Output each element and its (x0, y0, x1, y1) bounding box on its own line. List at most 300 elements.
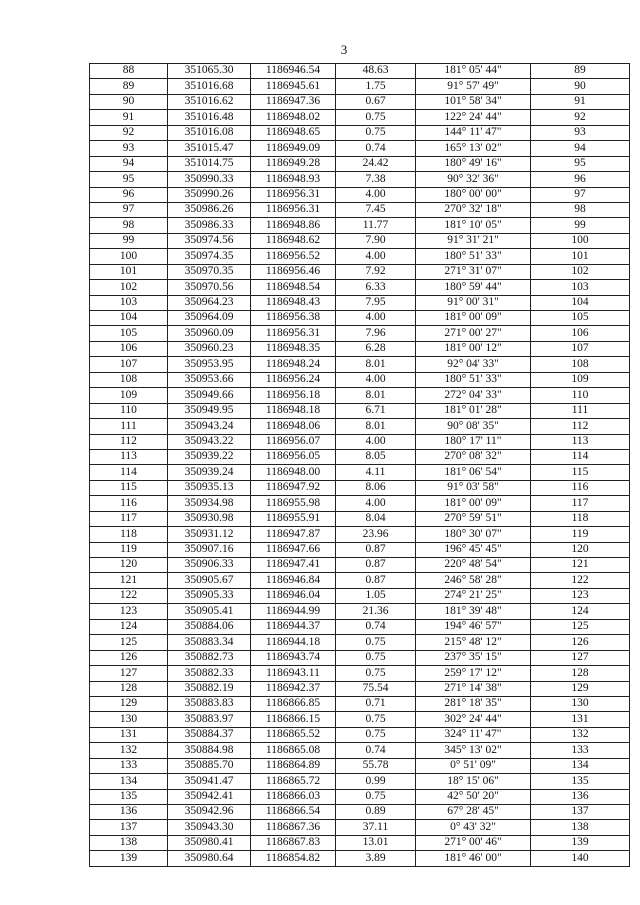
x-coordinate-cell: 351016.68 (168, 79, 251, 94)
y-coordinate-cell: 1186956.31 (251, 187, 336, 202)
table-row (90, 403, 630, 418)
table-row (90, 141, 630, 156)
distance-cell: 48.63 (336, 64, 416, 79)
next-point-cell: 95 (531, 156, 630, 171)
x-coordinate-cell: 350980.64 (168, 851, 251, 866)
x-coordinate-cell: 351015.47 (168, 141, 251, 156)
direction-angle-cell: 271° 00' 27" (416, 326, 531, 341)
table-row (90, 558, 630, 573)
x-coordinate-cell: 350986.26 (168, 202, 251, 217)
direction-angle-cell: 180° 30' 07" (416, 527, 531, 542)
point-number-cell: 120 (90, 558, 168, 573)
next-point-cell: 114 (531, 449, 630, 464)
next-point-cell: 135 (531, 774, 630, 789)
x-coordinate-cell: 351016.48 (168, 110, 251, 125)
distance-cell: 0.87 (336, 573, 416, 588)
distance-cell: 0.74 (336, 743, 416, 758)
table-row (90, 218, 630, 233)
distance-cell: 0.87 (336, 542, 416, 557)
distance-cell: 8.01 (336, 357, 416, 372)
next-point-cell: 92 (531, 110, 630, 125)
distance-cell: 0.75 (336, 110, 416, 125)
direction-angle-cell: 90° 08' 35" (416, 419, 531, 434)
direction-angle-cell: 259° 17' 12" (416, 666, 531, 681)
distance-cell: 6.28 (336, 341, 416, 356)
y-coordinate-cell: 1186948.54 (251, 280, 336, 295)
distance-cell: 1.05 (336, 588, 416, 603)
table-row (90, 681, 630, 696)
distance-cell: 0.71 (336, 696, 416, 711)
y-coordinate-cell: 1186948.06 (251, 419, 336, 434)
page-number: 3 (340, 42, 348, 57)
x-coordinate-cell: 350960.23 (168, 341, 251, 356)
table-row (90, 542, 630, 557)
table-row (90, 280, 630, 295)
distance-cell: 8.06 (336, 480, 416, 495)
y-coordinate-cell: 1186942.37 (251, 681, 336, 696)
table-row (90, 79, 630, 94)
x-coordinate-cell: 350883.97 (168, 712, 251, 727)
point-number-cell: 112 (90, 434, 168, 449)
direction-angle-cell: 181° 00' 09" (416, 311, 531, 326)
y-coordinate-cell: 1186956.07 (251, 434, 336, 449)
next-point-cell: 140 (531, 851, 630, 866)
point-number-cell: 97 (90, 202, 168, 217)
table-row (90, 588, 630, 603)
x-coordinate-cell: 350884.37 (168, 727, 251, 742)
point-number-cell: 100 (90, 249, 168, 264)
table-row (90, 619, 630, 634)
x-coordinate-cell: 350907.16 (168, 542, 251, 557)
direction-angle-cell: 0° 51' 09" (416, 758, 531, 773)
next-point-cell: 89 (531, 64, 630, 79)
point-number-cell: 138 (90, 835, 168, 850)
point-number-cell: 116 (90, 496, 168, 511)
direction-angle-cell: 271° 00' 46" (416, 835, 531, 850)
distance-cell: 75.54 (336, 681, 416, 696)
direction-angle-cell: 181° 39' 48" (416, 604, 531, 619)
y-coordinate-cell: 1186956.18 (251, 388, 336, 403)
direction-angle-cell: 271° 14' 38" (416, 681, 531, 696)
direction-angle-cell: 246° 58' 28" (416, 573, 531, 588)
point-number-cell: 94 (90, 156, 168, 171)
point-number-cell: 103 (90, 295, 168, 310)
point-number-cell: 131 (90, 727, 168, 742)
distance-cell: 4.00 (336, 249, 416, 264)
distance-cell: 8.05 (336, 449, 416, 464)
x-coordinate-cell: 350942.96 (168, 805, 251, 820)
next-point-cell: 113 (531, 434, 630, 449)
y-coordinate-cell: 1186865.08 (251, 743, 336, 758)
table-row (90, 311, 630, 326)
next-point-cell: 132 (531, 727, 630, 742)
point-number-cell: 91 (90, 110, 168, 125)
distance-cell: 4.00 (336, 434, 416, 449)
x-coordinate-cell: 350964.23 (168, 295, 251, 310)
distance-cell: 0.75 (336, 125, 416, 140)
point-number-cell: 121 (90, 573, 168, 588)
distance-cell: 55.78 (336, 758, 416, 773)
direction-angle-cell: 122° 24' 44" (416, 110, 531, 125)
distance-cell: 7.45 (336, 202, 416, 217)
table-row (90, 125, 630, 140)
direction-angle-cell: 194° 46' 57" (416, 619, 531, 634)
y-coordinate-cell: 1186949.09 (251, 141, 336, 156)
point-number-cell: 106 (90, 341, 168, 356)
next-point-cell: 125 (531, 619, 630, 634)
distance-cell: 0.74 (336, 141, 416, 156)
next-point-cell: 138 (531, 820, 630, 835)
direction-angle-cell: 90° 32' 36" (416, 172, 531, 187)
next-point-cell: 93 (531, 125, 630, 140)
direction-angle-cell: 180° 49' 16" (416, 156, 531, 171)
point-number-cell: 99 (90, 233, 168, 248)
table-row (90, 419, 630, 434)
direction-angle-cell: 270° 08' 32" (416, 449, 531, 464)
x-coordinate-cell: 350943.22 (168, 434, 251, 449)
distance-cell: 4.00 (336, 311, 416, 326)
distance-cell: 7.96 (336, 326, 416, 341)
table-row (90, 789, 630, 804)
table-row (90, 820, 630, 835)
direction-angle-cell: 180° 59' 44" (416, 280, 531, 295)
x-coordinate-cell: 350883.34 (168, 635, 251, 650)
y-coordinate-cell: 1186956.31 (251, 326, 336, 341)
x-coordinate-cell: 350884.06 (168, 619, 251, 634)
table-row (90, 496, 630, 511)
y-coordinate-cell: 1186854.82 (251, 851, 336, 866)
next-point-cell: 96 (531, 172, 630, 187)
y-coordinate-cell: 1186947.92 (251, 480, 336, 495)
y-coordinate-cell: 1186948.24 (251, 357, 336, 372)
distance-cell: 0.74 (336, 619, 416, 634)
table-row (90, 326, 630, 341)
y-coordinate-cell: 1186867.83 (251, 835, 336, 850)
point-number-cell: 139 (90, 851, 168, 866)
direction-angle-cell: 101° 58' 34" (416, 94, 531, 109)
point-number-cell: 108 (90, 372, 168, 387)
table-row (90, 388, 630, 403)
point-number-cell: 96 (90, 187, 168, 202)
point-number-cell: 123 (90, 604, 168, 619)
next-point-cell: 129 (531, 681, 630, 696)
table-row (90, 249, 630, 264)
table-row (90, 805, 630, 820)
point-number-cell: 95 (90, 172, 168, 187)
next-point-cell: 130 (531, 696, 630, 711)
distance-cell: 7.38 (336, 172, 416, 187)
next-point-cell: 131 (531, 712, 630, 727)
direction-angle-cell: 270° 59' 51" (416, 511, 531, 526)
x-coordinate-cell: 350882.33 (168, 666, 251, 681)
next-point-cell: 107 (531, 341, 630, 356)
x-coordinate-cell: 350986.33 (168, 218, 251, 233)
y-coordinate-cell: 1186948.93 (251, 172, 336, 187)
direction-angle-cell: 196° 45' 45" (416, 542, 531, 557)
next-point-cell: 91 (531, 94, 630, 109)
table-row (90, 527, 630, 542)
distance-cell: 0.75 (336, 635, 416, 650)
point-number-cell: 110 (90, 403, 168, 418)
y-coordinate-cell: 1186867.36 (251, 820, 336, 835)
x-coordinate-cell: 350905.33 (168, 588, 251, 603)
x-coordinate-cell: 350953.66 (168, 372, 251, 387)
table-row (90, 449, 630, 464)
x-coordinate-cell: 350974.56 (168, 233, 251, 248)
table-row (90, 727, 630, 742)
point-number-cell: 102 (90, 280, 168, 295)
direction-angle-cell: 92° 04' 33" (416, 357, 531, 372)
distance-cell: 4.00 (336, 187, 416, 202)
y-coordinate-cell: 1186949.28 (251, 156, 336, 171)
point-number-cell: 109 (90, 388, 168, 403)
table-row (90, 202, 630, 217)
x-coordinate-cell: 350941.47 (168, 774, 251, 789)
point-number-cell: 125 (90, 635, 168, 650)
direction-angle-cell: 181° 00' 12" (416, 341, 531, 356)
table-row (90, 511, 630, 526)
y-coordinate-cell: 1186948.86 (251, 218, 336, 233)
distance-cell: 0.75 (336, 789, 416, 804)
next-point-cell: 139 (531, 835, 630, 850)
x-coordinate-cell: 351016.62 (168, 94, 251, 109)
x-coordinate-cell: 350942.41 (168, 789, 251, 804)
direction-angle-cell: 237° 35' 15" (416, 650, 531, 665)
distance-cell: 24.42 (336, 156, 416, 171)
y-coordinate-cell: 1186956.31 (251, 202, 336, 217)
next-point-cell: 103 (531, 280, 630, 295)
x-coordinate-cell: 351065.30 (168, 64, 251, 79)
table-row (90, 774, 630, 789)
x-coordinate-cell: 350883.83 (168, 696, 251, 711)
y-coordinate-cell: 1186955.91 (251, 511, 336, 526)
point-number-cell: 104 (90, 311, 168, 326)
x-coordinate-cell: 350931.12 (168, 527, 251, 542)
y-coordinate-cell: 1186864.89 (251, 758, 336, 773)
next-point-cell: 100 (531, 233, 630, 248)
y-coordinate-cell: 1186948.43 (251, 295, 336, 310)
point-number-cell: 98 (90, 218, 168, 233)
y-coordinate-cell: 1186866.03 (251, 789, 336, 804)
direction-angle-cell: 324° 11' 47" (416, 727, 531, 742)
table-row (90, 434, 630, 449)
table-row (90, 758, 630, 773)
distance-cell: 11.77 (336, 218, 416, 233)
next-point-cell: 120 (531, 542, 630, 557)
point-number-cell: 136 (90, 805, 168, 820)
direction-angle-cell: 18° 15' 06" (416, 774, 531, 789)
distance-cell: 0.75 (336, 712, 416, 727)
direction-angle-cell: 271° 31' 07" (416, 264, 531, 279)
distance-cell: 7.90 (336, 233, 416, 248)
x-coordinate-cell: 350970.56 (168, 280, 251, 295)
direction-angle-cell: 270° 32' 18" (416, 202, 531, 217)
direction-angle-cell: 180° 51' 33" (416, 372, 531, 387)
next-point-cell: 102 (531, 264, 630, 279)
point-number-cell: 119 (90, 542, 168, 557)
next-point-cell: 119 (531, 527, 630, 542)
point-number-cell: 89 (90, 79, 168, 94)
x-coordinate-cell: 350943.30 (168, 820, 251, 835)
distance-cell: 13.01 (336, 835, 416, 850)
next-point-cell: 108 (531, 357, 630, 372)
distance-cell: 8.04 (336, 511, 416, 526)
table-row (90, 341, 630, 356)
x-coordinate-cell: 350885.70 (168, 758, 251, 773)
direction-angle-cell: 181° 10' 05" (416, 218, 531, 233)
direction-angle-cell: 220° 48' 54" (416, 558, 531, 573)
point-number-cell: 134 (90, 774, 168, 789)
distance-cell: 0.87 (336, 558, 416, 573)
table-row (90, 480, 630, 495)
next-point-cell: 137 (531, 805, 630, 820)
point-number-cell: 128 (90, 681, 168, 696)
table-row (90, 172, 630, 187)
direction-angle-cell: 42° 50' 20" (416, 789, 531, 804)
y-coordinate-cell: 1186948.62 (251, 233, 336, 248)
x-coordinate-cell: 350970.35 (168, 264, 251, 279)
next-point-cell: 112 (531, 419, 630, 434)
table-row (90, 743, 630, 758)
y-coordinate-cell: 1186945.61 (251, 79, 336, 94)
y-coordinate-cell: 1186944.99 (251, 604, 336, 619)
y-coordinate-cell: 1186955.98 (251, 496, 336, 511)
distance-cell: 21.36 (336, 604, 416, 619)
direction-angle-cell: 274° 21' 25" (416, 588, 531, 603)
distance-cell: 0.67 (336, 94, 416, 109)
y-coordinate-cell: 1186943.11 (251, 666, 336, 681)
point-number-cell: 92 (90, 125, 168, 140)
direction-angle-cell: 181° 06' 54" (416, 465, 531, 480)
point-number-cell: 122 (90, 588, 168, 603)
table-row (90, 604, 630, 619)
point-number-cell: 113 (90, 449, 168, 464)
next-point-cell: 118 (531, 511, 630, 526)
next-point-cell: 109 (531, 372, 630, 387)
next-point-cell: 111 (531, 403, 630, 418)
point-number-cell: 130 (90, 712, 168, 727)
point-number-cell: 114 (90, 465, 168, 480)
table-row (90, 110, 630, 125)
table-row (90, 712, 630, 727)
x-coordinate-cell: 350953.95 (168, 357, 251, 372)
x-coordinate-cell: 351016.08 (168, 125, 251, 140)
y-coordinate-cell: 1186947.36 (251, 94, 336, 109)
point-number-cell: 135 (90, 789, 168, 804)
table-row (90, 357, 630, 372)
x-coordinate-cell: 350884.98 (168, 743, 251, 758)
y-coordinate-cell: 1186948.65 (251, 125, 336, 140)
table-row (90, 156, 630, 171)
table-row (90, 573, 630, 588)
next-point-cell: 133 (531, 743, 630, 758)
y-coordinate-cell: 1186956.05 (251, 449, 336, 464)
distance-cell: 8.01 (336, 388, 416, 403)
point-number-cell: 118 (90, 527, 168, 542)
table-row (90, 650, 630, 665)
next-point-cell: 90 (531, 79, 630, 94)
next-point-cell: 122 (531, 573, 630, 588)
next-point-cell: 117 (531, 496, 630, 511)
distance-cell: 4.00 (336, 496, 416, 511)
table-row (90, 465, 630, 480)
next-point-cell: 99 (531, 218, 630, 233)
next-point-cell: 116 (531, 480, 630, 495)
y-coordinate-cell: 1186948.35 (251, 341, 336, 356)
table-row (90, 696, 630, 711)
direction-angle-cell: 91° 31' 21" (416, 233, 531, 248)
x-coordinate-cell: 350949.66 (168, 388, 251, 403)
y-coordinate-cell: 1186944.18 (251, 635, 336, 650)
distance-cell: 7.92 (336, 264, 416, 279)
point-number-cell: 111 (90, 419, 168, 434)
table-row (90, 64, 630, 79)
point-number-cell: 88 (90, 64, 168, 79)
distance-cell: 3.89 (336, 851, 416, 866)
point-number-cell: 129 (90, 696, 168, 711)
y-coordinate-cell: 1186956.46 (251, 264, 336, 279)
y-coordinate-cell: 1186948.02 (251, 110, 336, 125)
x-coordinate-cell: 350960.09 (168, 326, 251, 341)
next-point-cell: 128 (531, 666, 630, 681)
direction-angle-cell: 281° 18' 35" (416, 696, 531, 711)
table-row (90, 851, 630, 866)
distance-cell: 6.71 (336, 403, 416, 418)
distance-cell: 0.75 (336, 650, 416, 665)
direction-angle-cell: 215° 48' 12" (416, 635, 531, 650)
y-coordinate-cell: 1186947.66 (251, 542, 336, 557)
point-number-cell: 124 (90, 619, 168, 634)
point-number-cell: 127 (90, 666, 168, 681)
next-point-cell: 126 (531, 635, 630, 650)
point-number-cell: 133 (90, 758, 168, 773)
x-coordinate-cell: 350990.26 (168, 187, 251, 202)
point-number-cell: 117 (90, 511, 168, 526)
direction-angle-cell: 345° 13' 02" (416, 743, 531, 758)
x-coordinate-cell: 350906.33 (168, 558, 251, 573)
y-coordinate-cell: 1186948.00 (251, 465, 336, 480)
table-row (90, 635, 630, 650)
y-coordinate-cell: 1186946.54 (251, 64, 336, 79)
direction-angle-cell: 302° 24' 44" (416, 712, 531, 727)
next-point-cell: 97 (531, 187, 630, 202)
distance-cell: 0.99 (336, 774, 416, 789)
direction-angle-cell: 91° 57' 49" (416, 79, 531, 94)
table-row (90, 666, 630, 681)
distance-cell: 1.75 (336, 79, 416, 94)
distance-cell: 37.11 (336, 820, 416, 835)
y-coordinate-cell: 1186956.38 (251, 311, 336, 326)
point-number-cell: 90 (90, 94, 168, 109)
next-point-cell: 123 (531, 588, 630, 603)
distance-cell: 8.01 (336, 419, 416, 434)
next-point-cell: 94 (531, 141, 630, 156)
y-coordinate-cell: 1186947.41 (251, 558, 336, 573)
y-coordinate-cell: 1186946.84 (251, 573, 336, 588)
next-point-cell: 105 (531, 311, 630, 326)
next-point-cell: 115 (531, 465, 630, 480)
distance-cell: 7.95 (336, 295, 416, 310)
table-row (90, 187, 630, 202)
x-coordinate-cell: 350990.33 (168, 172, 251, 187)
y-coordinate-cell: 1186944.37 (251, 619, 336, 634)
x-coordinate-cell: 350964.09 (168, 311, 251, 326)
direction-angle-cell: 181° 01' 28" (416, 403, 531, 418)
table-row (90, 835, 630, 850)
point-number-cell: 105 (90, 326, 168, 341)
y-coordinate-cell: 1186943.74 (251, 650, 336, 665)
direction-angle-cell: 91° 00' 31" (416, 295, 531, 310)
